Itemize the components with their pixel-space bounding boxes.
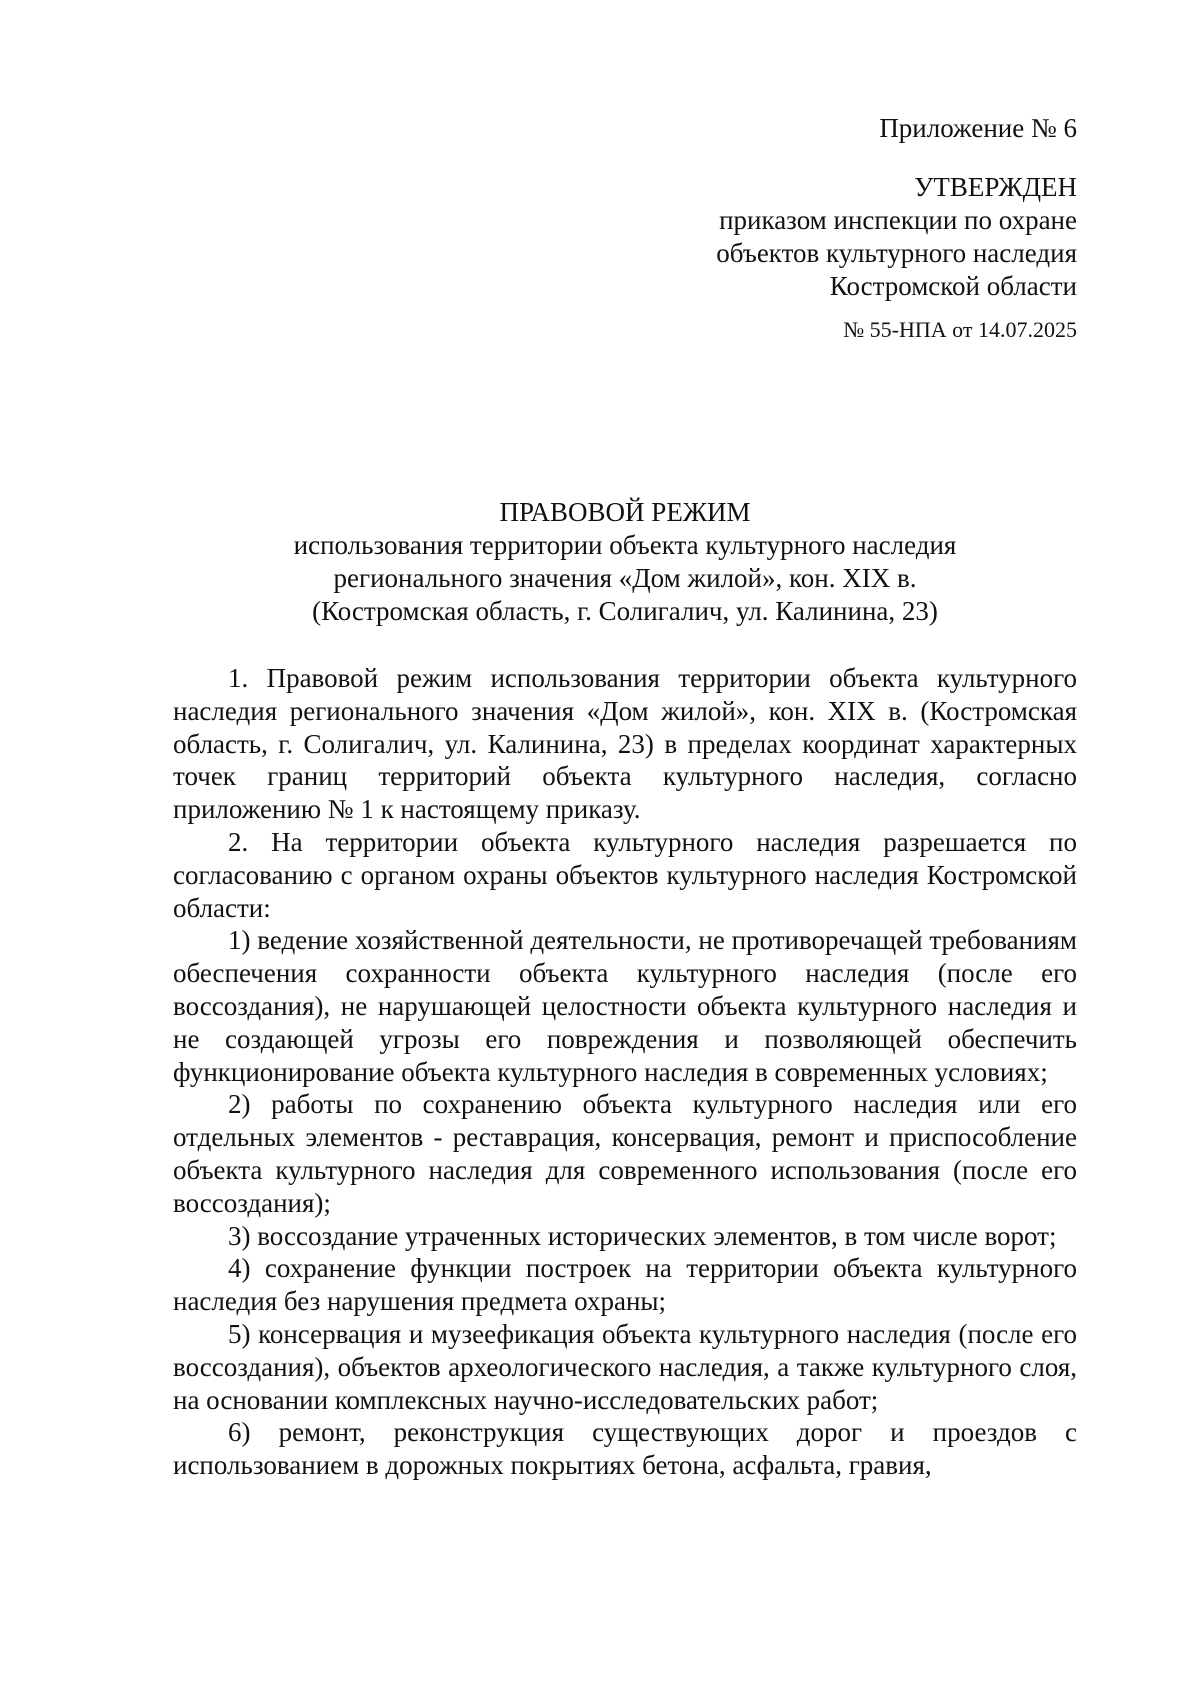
list-item-5: 5) консервация и музеефикация объекта культурного наследия (после его воссоздания), объектов археологического наследия, а также культурного слоя, на основании комплексных научно-исследовательских работ; xyxy=(173,1318,1077,1415)
approved-stamp-text: УТВЕРЖДЕН xyxy=(914,172,1077,202)
annex-number: Приложение № 6 xyxy=(879,113,1077,143)
approval-line-1: приказом инспекции по охране xyxy=(719,205,1077,235)
list-item-6: 6) ремонт, реконструкция существующих дорог и проездов с использованием в дорожных покрытиях бетона, асфальта, гравия, xyxy=(173,1417,1077,1481)
approval-line-2: объектов культурного наследия xyxy=(716,238,1077,268)
list-item-1: 1) ведение хозяйственной деятельности, не противоречащей требованиям обеспечения сохранности объекта культурного наследия (после его воссоздания), не нарушающей целостности объекта культурного наследия и не создающей угрозы его повреждения и позволяющей обеспечить функционирование объекта культурного наследия в современных условиях; xyxy=(173,925,1077,1087)
paragraph-2: 2. На территории объекта культурного наследия разрешается по согласованию с органом охраны объектов культурного наследия Костромской области: xyxy=(173,826,1077,923)
list-item-3: 3) воссоздание утраченных исторических элементов, в том числе ворот; xyxy=(228,1220,1057,1251)
order-number: № 55-НПА от 14.07.2025 xyxy=(843,317,1077,342)
title-main: ПРАВОВОЙ РЕЖИМ xyxy=(499,497,751,527)
approval-line-3: Костромской области xyxy=(829,271,1077,301)
approval-block xyxy=(716,112,1077,346)
document-title xyxy=(170,496,1080,628)
title-line-3: (Костромская область, г. Солигалич, ул. Калинина, 23) xyxy=(312,596,938,626)
document-body xyxy=(173,662,1077,1482)
list-item-4: 4) сохранение функции построек на территории объекта культурного наследия без нарушения предмета охраны; xyxy=(173,1253,1077,1317)
title-line-2: регионального значения «Дом жилой», кон. XIX в. xyxy=(333,563,917,593)
list-item-2: 2) работы по сохранению объекта культурного наследия или его отдельных элементов - реставрация, консервация, ремонт и приспособление объекта культурного наследия для современного использования (после его воссоздания); xyxy=(173,1089,1077,1218)
title-line-1: использования территории объекта культурного наследия xyxy=(293,530,957,560)
paragraph-1: 1. Правовой режим использования территории объекта культурного наследия регионального значения «Дом жилой», кон. XIX в. (Костромская область, г. Солигалич, ул. Калинина, 23) в пределах координат характерных точек границ территорий объекта культурного наследия, согласно приложению № 1 к настоящему приказу. xyxy=(173,663,1077,825)
